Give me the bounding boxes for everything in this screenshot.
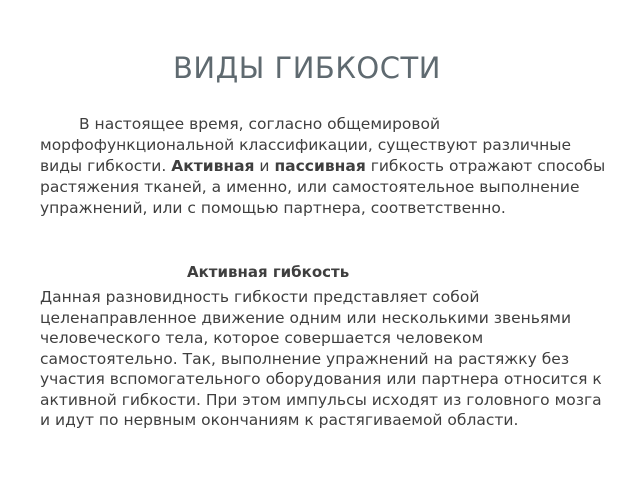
- intro-text-before: В настоящее время, согласно общемировой морфофункциональной классификации, существуют различные виды гибкости.: [40, 115, 572, 175]
- intro-text-after: гибкость отражают способы растяжения тканей, а именно, или самостоятельное выполнение упражнений, или с помощью партнера, соответственно.: [40, 157, 606, 217]
- intro-conjunction: и: [254, 157, 275, 175]
- intro-bold-active: Активная: [171, 157, 255, 175]
- slide-title: ВИДЫ ГИБКОСТИ: [173, 51, 441, 85]
- section-heading: Активная гибкость: [187, 263, 350, 281]
- intro-paragraph: [40, 114, 610, 219]
- section-body: Данная разновидность гибкости представляет собой целенаправленное движение одним или несколькими звеньями человеческого тела, которое совершается человеком самостоятельно. Так, выполнение упражнений на растяжку без участия вспомогательного оборудования или партнера относится к активной гибкости. При этом импульсы исходят из головного мозга и идут по нервным окончаниям к растягиваемой области.: [40, 288, 602, 429]
- intro-bold-passive: пассивная: [274, 157, 366, 175]
